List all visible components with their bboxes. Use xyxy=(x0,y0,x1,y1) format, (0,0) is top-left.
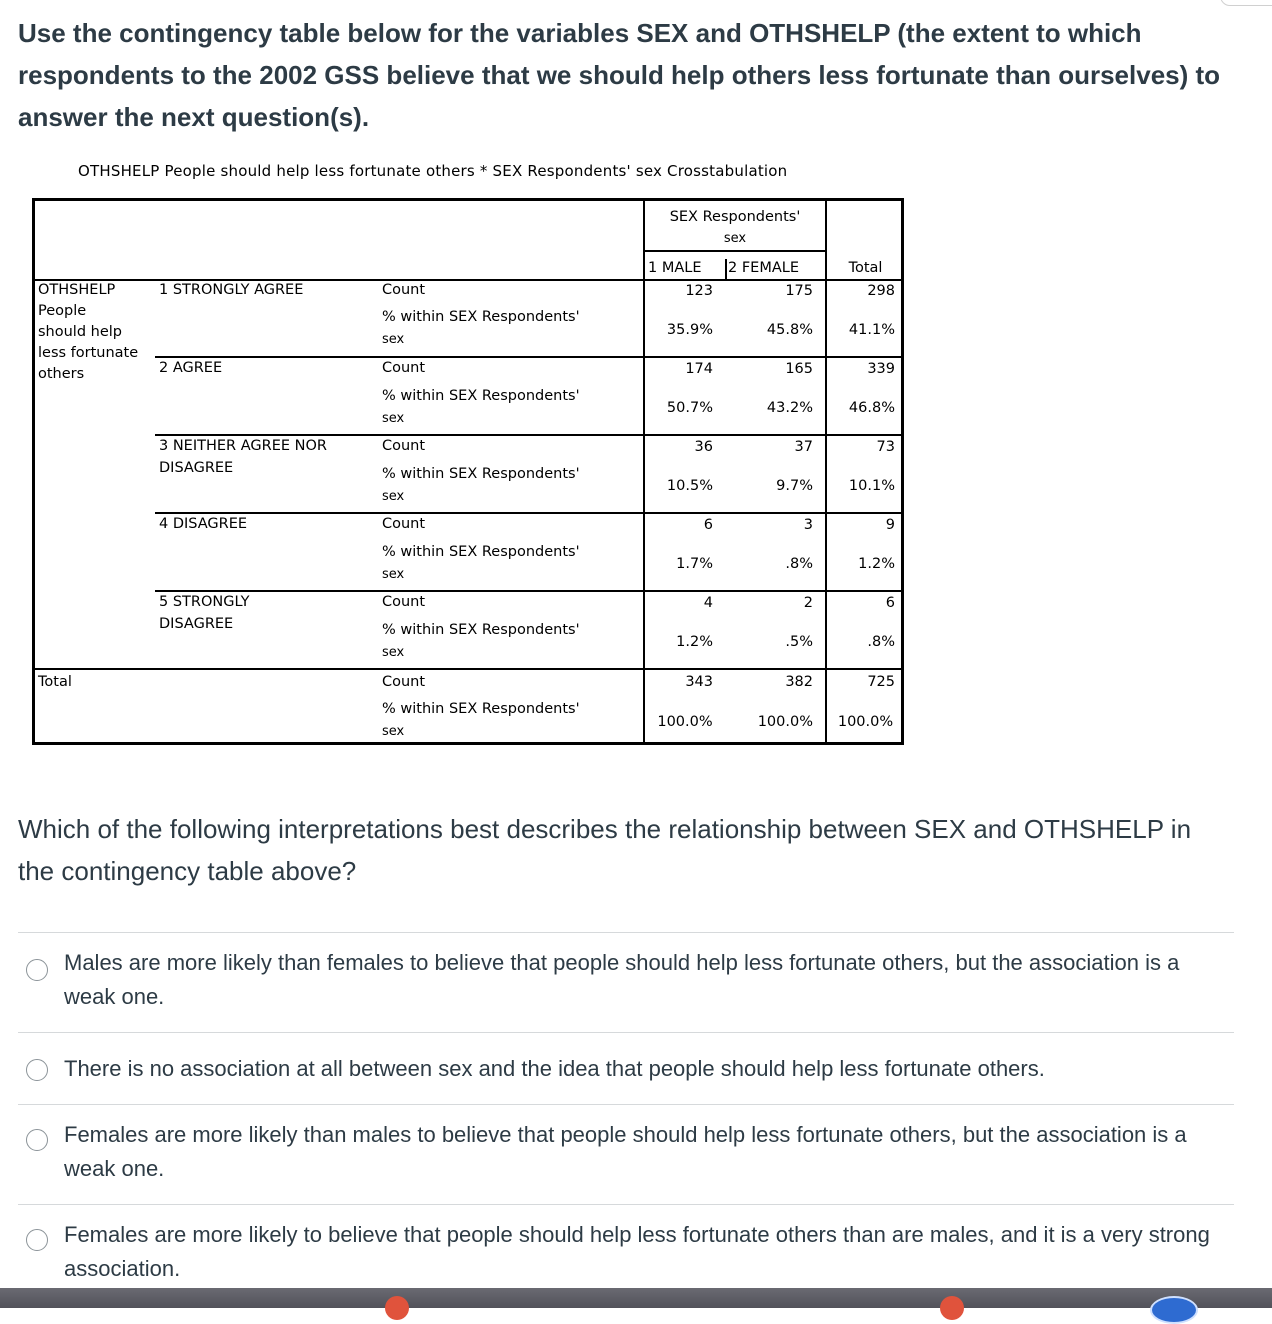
radio-button[interactable] xyxy=(26,1229,48,1251)
table-cell: 1.2% xyxy=(858,556,895,572)
stat-label: % within SEX Respondents' xyxy=(382,466,580,482)
stat-label: % within SEX Respondents' xyxy=(382,622,580,638)
table-cell: 10.1% xyxy=(848,478,895,494)
table-cell: 100.0% xyxy=(757,714,813,730)
divider xyxy=(155,590,904,592)
stat-label: sex xyxy=(382,567,405,582)
stat-label: Count xyxy=(382,674,426,690)
table-cell: 43.2% xyxy=(766,400,813,416)
intro-text: Use the contingency table below for the variables SEX and OTHSHELP (the extent to which respondents to the 2002 GSS believe that we should help others less fortunate than ourselves) to answer the next question(s). xyxy=(18,18,1221,132)
table-cell: 36 xyxy=(694,439,713,455)
answer-option[interactable] xyxy=(18,932,1234,1032)
row-label: 4 DISAGREE xyxy=(159,516,248,532)
table-cell: 46.8% xyxy=(848,400,895,416)
taskbar-app-icon[interactable] xyxy=(385,1296,409,1320)
table-cell: 35.9% xyxy=(666,322,713,338)
radio-button[interactable] xyxy=(26,959,48,981)
stat-label: Count xyxy=(382,360,426,376)
col-group-header: SEX Respondents' xyxy=(669,209,801,225)
answer-list xyxy=(18,932,1234,1288)
answer-option[interactable] xyxy=(18,1204,1234,1288)
row-var-label: should help xyxy=(38,324,122,340)
row-label: DISAGREE xyxy=(159,460,234,476)
table-cell: 41.1% xyxy=(848,322,895,338)
table-cell: .8% xyxy=(867,634,895,650)
divider xyxy=(35,668,904,670)
question-text: Which of the following interpretations best describes the relationship between SEX and OTHSHELP in the contingency table above? xyxy=(18,814,1192,886)
table-cell: .5% xyxy=(785,634,813,650)
total-label: Total xyxy=(38,674,72,690)
window-corner xyxy=(1220,0,1272,6)
stat-label: sex xyxy=(382,411,405,426)
col-header-total: Total xyxy=(848,260,883,276)
stat-label: % within SEX Respondents' xyxy=(382,388,580,404)
table-cell: 50.7% xyxy=(666,400,713,416)
answer-label[interactable]: Females are more likely to believe that people should help less fortunate others than are males, and it is a very strong association. xyxy=(64,1222,1210,1281)
table-cell: .8% xyxy=(785,556,813,572)
stat-label: Count xyxy=(382,594,426,610)
col-header-male: 1 MALE xyxy=(648,260,702,276)
taskbar xyxy=(0,1288,1272,1308)
crosstab-title: OTHSHELP People should help less fortunate others * SEX Respondents' sex Crosstabulation xyxy=(78,162,788,180)
table-cell: 339 xyxy=(867,361,895,377)
table-cell: 3 xyxy=(803,517,813,533)
answer-label[interactable]: Females are more likely than males to believe that people should help less fortunate others, but the association is a weak one. xyxy=(64,1122,1187,1181)
stat-label: sex xyxy=(382,724,405,739)
stat-label: sex xyxy=(382,645,405,660)
row-var-label: less fortunate xyxy=(38,345,139,361)
taskbar-app-icon[interactable] xyxy=(940,1296,964,1320)
table-cell: 1.7% xyxy=(676,556,713,572)
divider xyxy=(155,356,904,358)
table-cell: 100.0% xyxy=(837,714,894,730)
answer-label[interactable]: Males are more likely than females to believe that people should help less fortunate others, but the association is a weak one. xyxy=(64,950,1180,1009)
row-var-label: People xyxy=(38,303,87,319)
row-label: DISAGREE xyxy=(159,616,234,632)
table-cell: 9 xyxy=(885,517,895,533)
table-cell: 6 xyxy=(885,595,895,611)
table-cell: 175 xyxy=(785,283,813,299)
table-cell: 37 xyxy=(794,439,813,455)
table-cell: 725 xyxy=(867,674,895,690)
row-label: 1 STRONGLY AGREE xyxy=(159,282,304,298)
col-header-female: 2 FEMALE xyxy=(728,260,800,276)
stat-label: Count xyxy=(382,516,426,532)
answer-option[interactable] xyxy=(18,1104,1234,1204)
table-cell: 9.7% xyxy=(776,478,813,494)
answer-option[interactable] xyxy=(18,1032,1234,1104)
row-var-label: others xyxy=(38,366,85,382)
crosstab-table xyxy=(32,198,904,745)
table-cell: 123 xyxy=(685,283,713,299)
row-label: 3 NEITHER AGREE NOR xyxy=(159,438,327,454)
stat-label: % within SEX Respondents' xyxy=(382,701,580,717)
stat-label: Count xyxy=(382,438,426,454)
table-cell: 4 xyxy=(703,595,713,611)
table-cell: 73 xyxy=(876,439,895,455)
stat-label: % within SEX Respondents' xyxy=(382,309,580,325)
table-cell: 100.0% xyxy=(657,714,713,730)
divider xyxy=(643,250,825,252)
table-cell: 298 xyxy=(867,283,895,299)
stat-label: sex xyxy=(382,332,405,347)
table-cell: 1.2% xyxy=(676,634,713,650)
row-label: 2 AGREE xyxy=(159,360,223,376)
table-cell: 10.5% xyxy=(666,478,713,494)
radio-button[interactable] xyxy=(26,1129,48,1151)
col-group-header-sub: sex xyxy=(723,231,747,246)
divider xyxy=(155,512,904,514)
table-cell: 382 xyxy=(785,674,813,690)
table-cell: 174 xyxy=(685,361,713,377)
table-cell: 2 xyxy=(803,595,813,611)
radio-button[interactable] xyxy=(26,1059,48,1081)
divider xyxy=(725,259,727,279)
stat-label: Count xyxy=(382,282,426,298)
table-cell: 165 xyxy=(785,361,813,377)
stat-label: % within SEX Respondents' xyxy=(382,544,580,560)
taskbar-app-icon[interactable] xyxy=(1150,1296,1198,1324)
row-var-label: OTHSHELP xyxy=(38,282,116,298)
table-cell: 45.8% xyxy=(766,322,813,338)
answer-label[interactable]: There is no association at all between sex and the idea that people should help less fortunate others. xyxy=(64,1056,1045,1081)
table-cell: 343 xyxy=(685,674,713,690)
table-cell: 6 xyxy=(703,517,713,533)
stat-label: sex xyxy=(382,489,405,504)
row-label: 5 STRONGLY xyxy=(159,594,250,610)
